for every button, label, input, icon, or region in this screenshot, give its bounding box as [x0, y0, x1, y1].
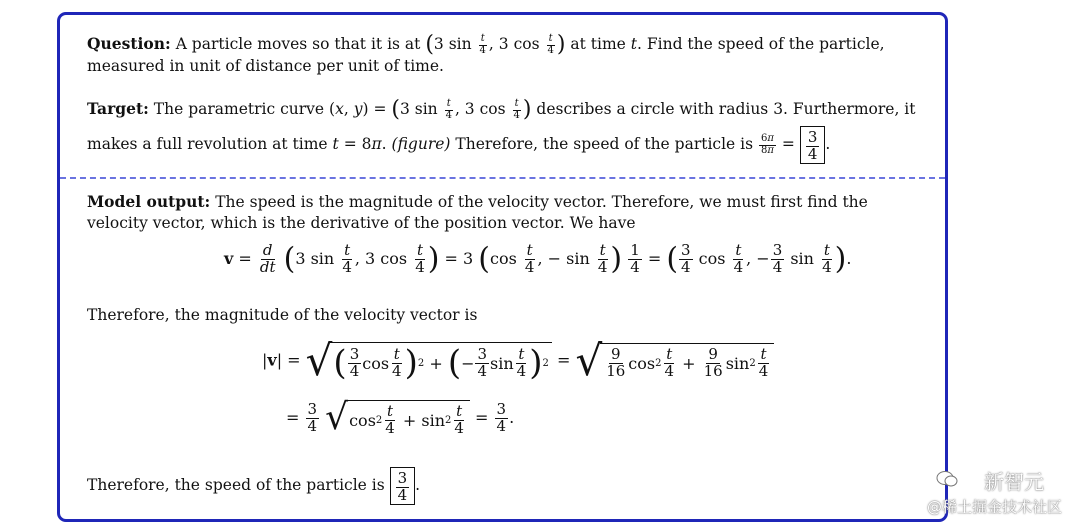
- model-output-label: Model output:: [87, 192, 211, 211]
- model-output-paragraph: [87, 191, 927, 234]
- watermark-source: @稀土掘金技术社区: [926, 498, 1062, 516]
- wechat-icon: [936, 470, 958, 488]
- question-text-3: . Find the speed of the particle, measured in unit of distance per unit of time.: [87, 35, 885, 75]
- target-text-1: The parametric curve: [153, 100, 325, 118]
- figure-placeholder: (figure): [391, 135, 451, 154]
- target-text-3: Therefore, the speed of the particle is: [455, 135, 754, 154]
- velocity-equation: v = $\frac{d}{dt}$ (3 sin $\frac{t}{4}$ , 3 cos $\frac{t}{4}$ ) = 3 (cos $\frac{t}{4}$ , − sin $\frac{t}{4}$ ) $\frac{1}{4}$ = ( $\frac{3}{4}$ cos $\frac{t}{4}$ , − $\frac{3}{4}$ sin $\frac{t}{4}$ ).: [224, 241, 852, 277]
- question-text-1: A particle moves so that it is at: [175, 35, 421, 53]
- target-label: Target:: [87, 99, 149, 118]
- question-position-expr: (3 sin $\frac{t}{4}$ , 3 cos $\frac{t}{4}$ ): [425, 32, 566, 57]
- question-paragraph: Question: A particle moves so that it is at (3 sin $\frac{t}{4}$ , 3 cos $\frac{t}{4}$ ) at time t. Find the speed of the particle, measured in unit of distance per unit of time.: [87, 32, 885, 75]
- target-answer-box: $\frac{3}{4}$: [800, 126, 826, 164]
- target-curve-expr: (x, y) = (3 sin $\frac{t}{4}$ , 3 cos $\frac{t}{4}$ ): [329, 97, 532, 122]
- section-divider: [60, 177, 945, 179]
- model-output-text-2: Therefore, the magnitude of the velocity vector is: [87, 306, 478, 324]
- target-text-2: describes a circle with radius 3. Furthermore, it makes a full revolution at time: [87, 100, 916, 154]
- target-paragraph: Target: The parametric curve (x, y) = (3 sin $\frac{t}{4}$ , 3 cos $\frac{t}{4}$ ) describes a circle with radius 3. Furthermore, it makes a full revolution at time t = 8π. (figure) Therefore, the speed of the particle is $\frac{6\pi}{8\pi}$ = $\frac{3}{4}$ .: [87, 97, 916, 163]
- model-answer-box: $\frac{3}{4}$: [390, 467, 416, 505]
- model-output-paragraph-2: [87, 305, 927, 326]
- content-card: [57, 12, 948, 522]
- watermark-brand: 新智元: [984, 470, 1044, 494]
- question-text-2: at time: [570, 35, 626, 53]
- magnitude-equation-2: = $\frac{3}{4}$ √ cos 2 $\frac{t}{4}$ + sin 2 $\frac{t}{4}$ = $\frac{3}{4}$ .: [286, 397, 515, 439]
- question-label: Question:: [87, 34, 171, 53]
- model-output-text-3: Therefore, the speed of the particle is: [87, 476, 385, 495]
- model-output-paragraph-3: Therefore, the speed of the particle is $\frac{3}{4}$ .: [87, 468, 421, 504]
- magnitude-equation-1: |v| = √ ( $\frac{3}{4}$ cos $\frac{t}{4}$ ) 2 + ( − $\frac{3}{4}$ sin $\frac{t}{4}$ ) 2 = √ $\frac{9}{16}$ cos 2 $\frac{t}{4}$ + $\frac{9}{16}$ sin 2 $\frac{t}{4}$: [262, 340, 774, 382]
- model-output-text-1: The speed is the magnitude of the velocity vector. Therefore, we must first find the velocity vector, which is the derivative of the position vector. We have: [87, 193, 868, 232]
